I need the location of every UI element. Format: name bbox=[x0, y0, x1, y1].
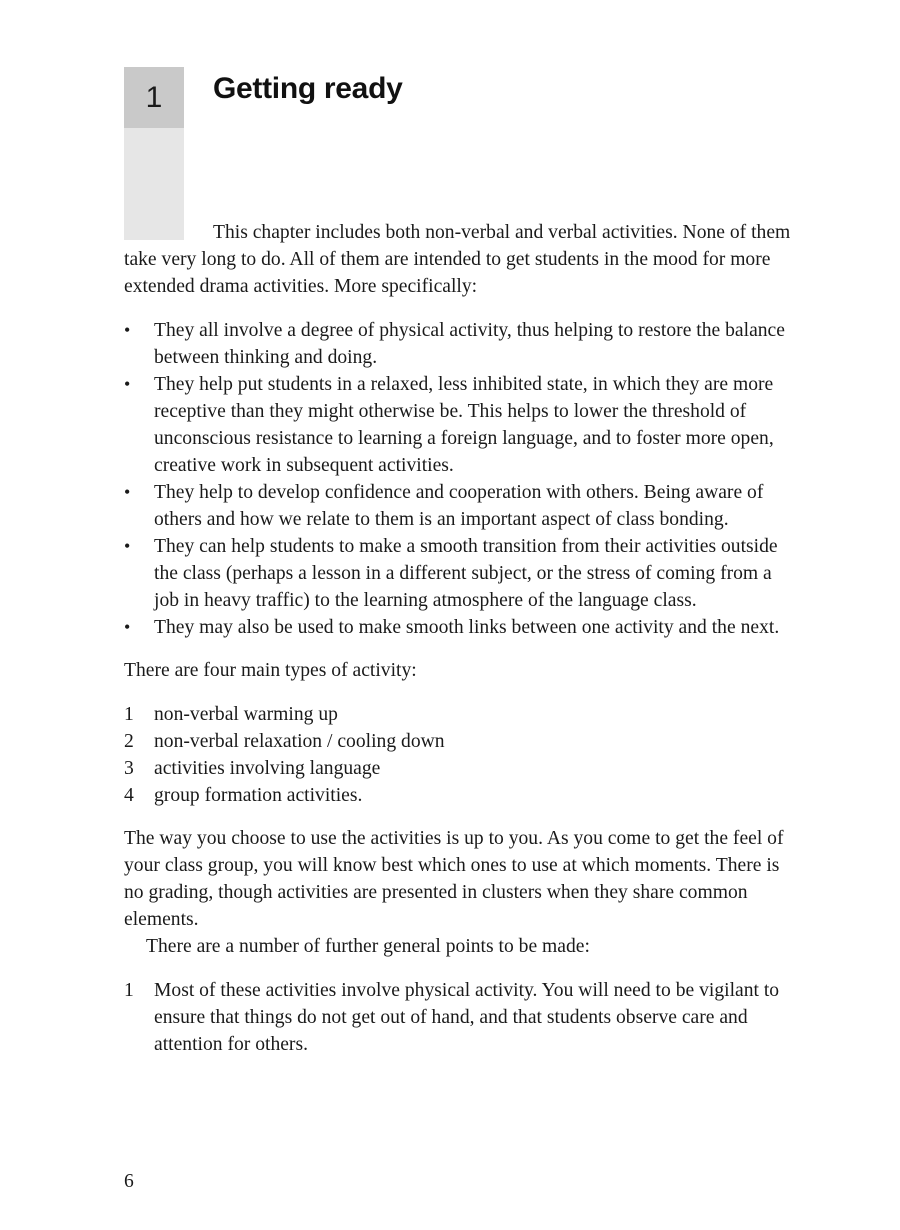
list-item-text: activities involving language bbox=[154, 758, 381, 779]
bullet-icon: • bbox=[124, 482, 131, 502]
list-item-text: non-verbal warming up bbox=[154, 704, 338, 725]
bullet-icon: • bbox=[124, 536, 131, 556]
list-item bbox=[124, 317, 800, 371]
general-points-list bbox=[124, 977, 800, 1058]
usage-paragraph: The way you choose to use the activities is up to you. As you come to get the feel of your class group, you will know best which ones to use at which moments. There is no grading, though activities are presented in clusters when they share common elements. bbox=[124, 828, 784, 930]
bullet-icon: • bbox=[124, 617, 131, 637]
list-number: 3 bbox=[124, 758, 134, 779]
activity-types-list bbox=[124, 701, 800, 809]
list-item-text: They help put students in a relaxed, less inhibited state, in which they are more receptive than they might otherwise be. This helps to lower the threshold of unconscious resistance to learning a foreign language, and to foster more open, creative work in subsequent activities. bbox=[154, 374, 774, 476]
chapter-body bbox=[124, 219, 800, 1058]
intro-paragraph: This chapter includes both non-verbal and verbal activities. None of them take very long to do. All of them are intended to get students in the mood for more extended drama activities. More specifically: bbox=[124, 222, 791, 297]
benefits-list bbox=[124, 317, 800, 641]
list-item bbox=[124, 977, 800, 1058]
bullet-icon: • bbox=[124, 320, 131, 340]
list-item bbox=[124, 479, 800, 533]
list-item bbox=[124, 701, 800, 728]
points-intro: There are a number of further general points to be made: bbox=[146, 936, 590, 957]
list-item bbox=[124, 782, 800, 809]
list-item bbox=[124, 371, 800, 479]
list-item-text: non-verbal relaxation / cooling down bbox=[154, 731, 445, 752]
list-item-text: They help to develop confidence and cooperation with others. Being aware of others and how we relate to them is an important aspect of class bonding. bbox=[154, 482, 764, 530]
types-intro: There are four main types of activity: bbox=[124, 660, 417, 681]
bullet-icon: • bbox=[124, 374, 131, 394]
list-number: 4 bbox=[124, 785, 134, 806]
list-number: 2 bbox=[124, 731, 134, 752]
list-item bbox=[124, 728, 800, 755]
list-number: 1 bbox=[124, 704, 134, 725]
list-item-text: They all involve a degree of physical activity, thus helping to restore the balance between thinking and doing. bbox=[154, 320, 785, 368]
page-number: 6 bbox=[124, 1171, 134, 1192]
list-item-text: Most of these activities involve physical activity. You will need to be vigilant to ensure that things do not get out of hand, and that students observe care and attention for others. bbox=[154, 980, 780, 1055]
list-item-text: They can help students to make a smooth transition from their activities outside the class (perhaps a lesson in a different subject, or the stress of coming from a job in heavy traffic) to the learning atmosphere of the language class. bbox=[154, 536, 778, 611]
list-item-text: group formation activities. bbox=[154, 785, 363, 806]
chapter-title: Getting ready bbox=[213, 72, 403, 105]
list-item bbox=[124, 614, 800, 641]
list-item-text: They may also be used to make smooth links between one activity and the next. bbox=[154, 617, 780, 638]
chapter-tab bbox=[124, 67, 184, 240]
chapter-number: 1 bbox=[124, 67, 184, 128]
list-item bbox=[124, 533, 800, 614]
list-item bbox=[124, 755, 800, 782]
list-number: 1 bbox=[124, 980, 134, 1001]
